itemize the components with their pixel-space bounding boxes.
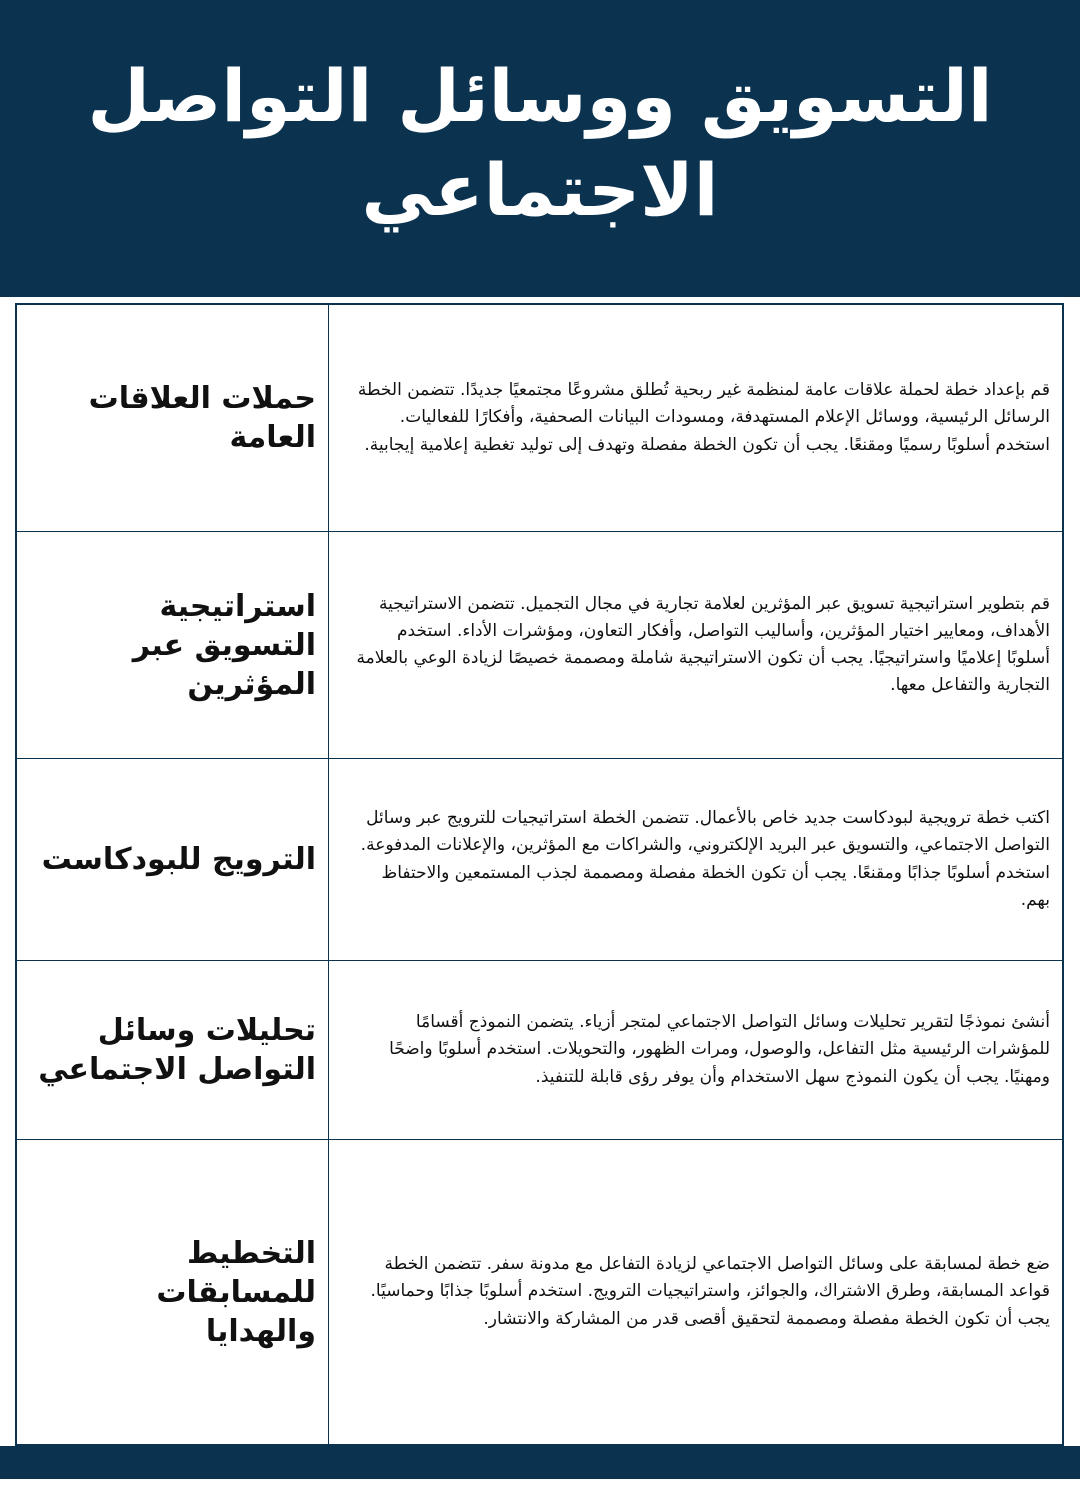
row-description: قم بإعداد خطة لحملة علاقات عامة لمنظمة غير ربحية تُطلق مشروعًا مجتمعيًا جديدًا. تتضمن الخطة الرسائل الرئيسية، ووسائل الإعلام المستهدفة، ومسودات البيانات الصحفية، وأفكارًا للفعاليات. استخدم أسلوبًا رسميًا ومقنعًا. يجب أن تكون الخطة مفصلة وتهدف إلى توليد تغطية إعلامية إيجابية.: [357, 380, 1050, 455]
row-title-cell: [17, 1140, 329, 1444]
row-description: أنشئ نموذجًا لتقرير تحليلات وسائل التواصل الاجتماعي لمتجر أزياء. يتضمن النموذج أقسامًا للمؤشرات الرئيسية مثل التفاعل، والوصول، ومرات الظهور، والتحويلات. استخدم أسلوبًا واضحًا ومهنيًا. يجب أن يكون النموذج سهل الاستخدام وأن يوفر رؤى قابلة للتنفيذ.: [389, 1012, 1050, 1087]
row-description: قم بتطوير استراتيجية تسويق عبر المؤثرين لعلامة تجارية في مجال التجميل. تتضمن الاستراتيجية الأهداف، ومعايير اختيار المؤثرين، وأساليب التواصل، وأفكار التعاون، ومؤشرات الأداء. استخدم أسلوبًا إعلاميًا واستراتيجيًا. يجب أن تكون الاستراتيجية شاملة ومصممة خصيصًا لزيادة الوعي بالعلامة التجارية والتفاعل معها.: [356, 593, 1050, 696]
row-title: تحليلات وسائل التواصل الاجتماعي: [38, 1013, 316, 1087]
row-title-cell: [17, 961, 329, 1139]
row-description: ضع خطة لمسابقة على وسائل التواصل الاجتماعي لزيادة التفاعل مع مدونة سفر. تتضمن الخطة قواعد المسابقة، وطرق الاشتراك، والجوائز، واستراتيجيات الترويج. استخدم أسلوبًا جذابًا وحماسيًا. يجب أن تكون الخطة مفصلة ومصممة لتحقيق أقصى قدر من المشاركة والانتشار.: [370, 1254, 1050, 1329]
row-title: حملات العلاقات العامة: [88, 381, 316, 455]
table-row: [17, 961, 1062, 1140]
row-description: اكتب خطة ترويجية لبودكاست جديد خاص بالأعمال. تتضمن الخطة استراتيجيات للترويج عبر وسائل التواصل الاجتماعي، والتسويق عبر البريد الإلكتروني، والشراكات مع المؤثرين، والإعلانات المدفوعة. استخدم أسلوبًا جذابًا ومقنعًا. يجب أن تكون الخطة مفصلة ومصممة لجذب المستمعين والاحتفاظ بهم.: [360, 808, 1050, 910]
row-title: التخطيط للمسابقات والهدايا: [156, 1235, 316, 1349]
footer-bar: [0, 1446, 1080, 1479]
row-description-cell: [329, 305, 1062, 531]
row-title: استراتيجية التسويق عبر المؤثرين: [132, 588, 316, 702]
row-title: الترويج للبودكاست: [41, 842, 316, 877]
row-title-cell: [17, 305, 329, 531]
table-row: [17, 1140, 1062, 1444]
row-description-cell: [329, 759, 1062, 960]
header-banner: [0, 0, 1080, 297]
row-title-cell: [17, 532, 329, 758]
row-description-cell: [329, 961, 1062, 1139]
row-description-cell: [329, 1140, 1062, 1444]
page-title: التسويق ووسائل التواصل الاجتماعي: [87, 53, 993, 232]
table-row: [17, 305, 1062, 532]
row-title-cell: [17, 759, 329, 960]
row-description-cell: [329, 532, 1062, 758]
table-row: [17, 759, 1062, 961]
table-row: [17, 532, 1062, 759]
prompt-table: [15, 303, 1064, 1446]
